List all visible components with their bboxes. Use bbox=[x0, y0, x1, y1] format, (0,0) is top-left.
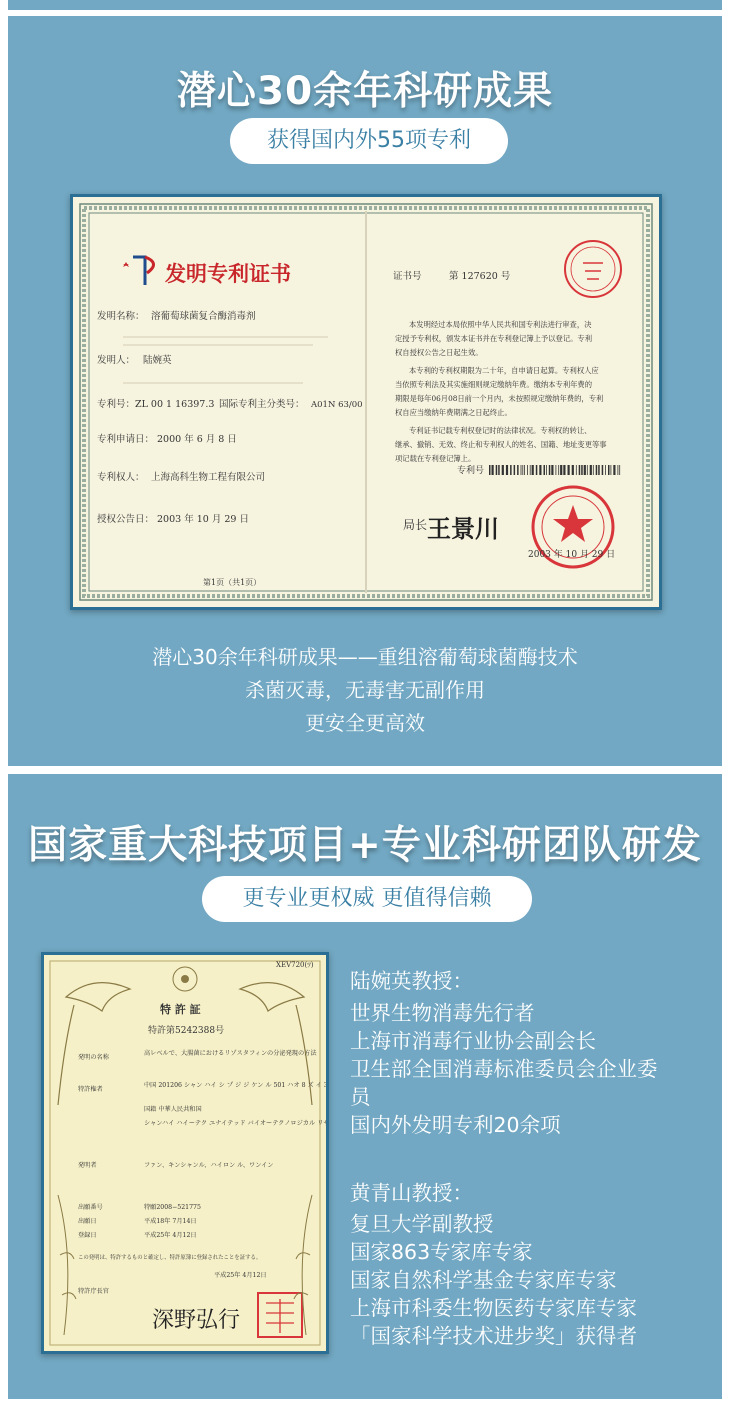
certificate-statement: この発明は、特許するものと確定し、特許原簿に登録されたことを証する。 bbox=[78, 1255, 262, 1261]
field-value: ファン、キンシャンル、ハイロン ル、ワンイン bbox=[144, 1162, 274, 1169]
body-line: 权自应当缴纳年费期满之日起终止。 bbox=[395, 408, 512, 417]
field-label: 出願番号 bbox=[78, 1204, 103, 1211]
field-label: 专利号： bbox=[97, 399, 136, 410]
seal-date: 2003 年 10 月 29 日 bbox=[528, 550, 616, 560]
body-line: 当依照专利法及其实施细则规定缴纳年费。缴纳本专利年费的 bbox=[395, 380, 593, 389]
bio-name: 黄青山教授： bbox=[350, 1181, 473, 1205]
field-value: A01N 63/00 bbox=[311, 400, 363, 410]
field-label: 出願日 bbox=[78, 1218, 97, 1225]
description-line: 杀菌灭毒，无毒害无副作用 bbox=[245, 678, 485, 702]
certificate-number: 特許第5242388号 bbox=[148, 1026, 225, 1036]
vine-ornament-left bbox=[58, 1195, 76, 1335]
field-label: 発明の名称 bbox=[78, 1054, 109, 1061]
body-line: 本发明经过本局依照中华人民共和国专利法进行审查，决 bbox=[409, 320, 592, 329]
bio-line: 国家自然科学基金专家库专家 bbox=[350, 1268, 617, 1292]
field-value: 平成25年 4月12日 bbox=[144, 1232, 197, 1239]
certificate-image bbox=[73, 197, 659, 607]
bio-line: 世界生物消毒先行者 bbox=[350, 1001, 535, 1025]
body-line: 权自授权公告之日起生效。 bbox=[395, 348, 483, 357]
description-line: 更安全更高效 bbox=[305, 711, 425, 735]
field-value: 上海高科生物工程有限公司 bbox=[151, 472, 266, 483]
field-value: 特願2008−521775 bbox=[144, 1204, 201, 1211]
certificate-image bbox=[44, 955, 326, 1351]
body-line: 期限是每年06月08日前一个月内，未按照规定缴纳年费的，专利 bbox=[395, 394, 604, 403]
field-value: ZL 00 1 16397.3 bbox=[135, 399, 215, 410]
field-label: 专利权人： bbox=[97, 472, 145, 483]
handwritten-note: XEV720(ﾂ) bbox=[276, 961, 314, 969]
field-value: 陆婉英 bbox=[143, 355, 172, 366]
research-team-section bbox=[8, 774, 722, 1399]
chinese-patent-certificate bbox=[70, 194, 662, 610]
office-title: 特許庁長官 bbox=[78, 1288, 109, 1295]
bio-line: 复旦大学副教授 bbox=[350, 1212, 494, 1236]
cert-number-label: 证书号 bbox=[393, 271, 422, 282]
field-label: 授权公告日： bbox=[97, 514, 155, 525]
field-label: 专利申请日： bbox=[97, 434, 155, 445]
certificate-heading: 特 許 証 bbox=[160, 1003, 201, 1016]
patent-office-logo bbox=[123, 257, 154, 285]
field-label: 发明名称： bbox=[97, 311, 145, 322]
body-line: 定授予专利权，颁发本证书并在专利登记簿上予以登记。专利 bbox=[395, 334, 593, 343]
body-line: 专利证书记载专利权登记时的法律状况。专利权的转让、 bbox=[409, 426, 592, 435]
issue-date: 平成25年 4月12日 bbox=[214, 1272, 267, 1279]
field-label: 国际专利主分类号： bbox=[219, 399, 305, 410]
description-line: 潜心30余年科研成果——重组溶葡萄球菌酶技术 bbox=[152, 645, 578, 669]
section-title: 国家重大科技项目+专业科研团队研发 bbox=[28, 823, 702, 868]
cert-number-value: 第 127620 号 bbox=[449, 271, 511, 282]
office-stamp bbox=[565, 241, 621, 297]
bio-line: 上海市消毒行业协会副会长 bbox=[350, 1029, 596, 1053]
field-label: 特許権者 bbox=[78, 1086, 103, 1093]
body-line: 继承、撤销、无效、终止和专利权人的姓名、国籍、地址变更等事 bbox=[395, 440, 607, 449]
field-label: 登録日 bbox=[78, 1232, 97, 1239]
bio-line: 国家863专家库专家 bbox=[350, 1240, 533, 1264]
field-label: 发明人： bbox=[97, 355, 136, 366]
field-value: 2003 年 10 月 29 日 bbox=[157, 514, 249, 525]
field-label: 発明者 bbox=[78, 1162, 97, 1169]
director-signature: 王景川 bbox=[427, 514, 499, 543]
field-value: 中国 201206 シャン ハイ シ プ ジ ジ ケン ル 501 ハオ 8 ズ イ 3 セン bbox=[144, 1082, 326, 1089]
bio-line: 国内外发明专利20余项 bbox=[350, 1113, 561, 1137]
signature: 深野弘行 bbox=[152, 1308, 241, 1333]
bio-name: 陆婉英教授： bbox=[350, 969, 473, 993]
patent-section bbox=[8, 16, 722, 766]
field-value: 溶葡萄球菌复合酶消毒剂 bbox=[151, 311, 256, 322]
bio-line: 「国家科学技术进步奖」获得者 bbox=[350, 1324, 637, 1348]
field-value: 国籍 中華人民共和国 bbox=[144, 1106, 202, 1113]
subtitle-pill: 获得国内外55项专利 bbox=[230, 118, 508, 164]
top-divider-strip bbox=[8, 0, 722, 10]
certificate-heading: 发明专利证书 bbox=[165, 261, 291, 286]
official-seal bbox=[258, 1293, 302, 1337]
chrysanthemum-emblem bbox=[173, 967, 197, 991]
subtitle-pill: 更专业更权威 更值得信赖 bbox=[202, 876, 532, 922]
bio-line: 卫生部全国消毒标准委员会企业委 bbox=[350, 1057, 658, 1081]
field-value: 2000 年 6 月 8 日 bbox=[157, 434, 237, 445]
field-value: シャンハイ ハイーテク ユナイテッド バイオーテクノロジカル リ bbox=[144, 1120, 324, 1127]
field-value: 高レベルで、大腸菌におけるリゾスタフィンの分泌発現の方法 bbox=[144, 1050, 317, 1057]
patent-number-label: 专利号 bbox=[457, 466, 485, 476]
page-note: 第1页（共1页） bbox=[203, 578, 262, 587]
bio-line: 员 bbox=[350, 1085, 371, 1109]
section-title: 潜心30余年科研成果 bbox=[176, 69, 554, 114]
japanese-patent-certificate bbox=[41, 952, 329, 1354]
field-value: 平成18年 7月14日 bbox=[144, 1218, 197, 1225]
bio-line: 上海市科委生物医药专家库专家 bbox=[350, 1296, 637, 1320]
body-line: 项记载在专利登记簿上。 bbox=[395, 454, 476, 463]
body-line: 本专利的专利权期限为二十年，自申请日起算。专利权人应 bbox=[409, 366, 599, 375]
barcode bbox=[489, 465, 620, 475]
director-label: 局长 bbox=[403, 518, 428, 532]
